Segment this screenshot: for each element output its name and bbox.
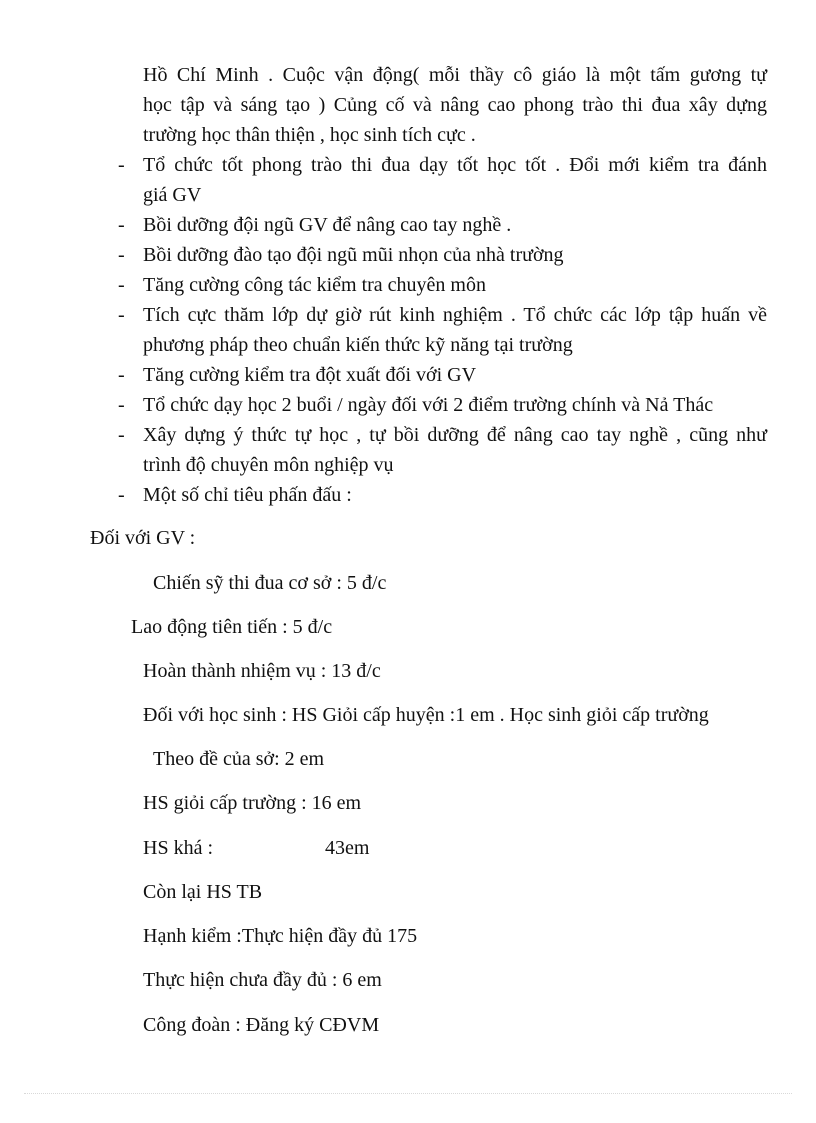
bullet-dash: - bbox=[118, 364, 125, 386]
bullet-dash: - bbox=[118, 244, 125, 266]
bullet-dash: - bbox=[118, 304, 125, 326]
bullet-text: Bồi dưỡng đội ngũ GV để nâng cao tay nghề . bbox=[143, 214, 512, 236]
bullet-text: Một số chỉ tiêu phấn đấu : bbox=[143, 484, 352, 506]
target-students: Đối với học sinh : HS Giỏi cấp huyện :1 em . Học sinh giỏi cấp trường bbox=[143, 704, 709, 726]
target-students-school: HS giỏi cấp trường : 16 em bbox=[143, 792, 362, 814]
target-rest: Còn lại HS TB bbox=[143, 881, 263, 903]
target-good-value: 43em bbox=[325, 837, 370, 859]
targets-heading: Đối với GV : bbox=[90, 527, 196, 549]
intro-line-3: trường học thân thiện , học sinh tích cực . bbox=[143, 124, 476, 146]
target-union: Công đoàn : Đăng ký CĐVM bbox=[143, 1014, 380, 1036]
page-bottom-rule bbox=[24, 1093, 792, 1094]
bullet-text: Bồi dưỡng đào tạo đội ngũ mũi nhọn của nhà trường bbox=[143, 244, 564, 266]
bullet-text: Tổ chức dạy học 2 buổi / ngày đối với 2 điểm trường chính và Nả Thác bbox=[143, 394, 714, 416]
intro-line-2: học tập và sáng tạo ) Củng cố và nâng cao phong trào thi đua xây dựng bbox=[143, 94, 767, 116]
bullet-dash: - bbox=[118, 154, 125, 176]
bullet-dash: - bbox=[118, 214, 125, 236]
bullet-dash: - bbox=[118, 484, 125, 506]
target-conduct-full: Hạnh kiểm :Thực hiện đầy đủ 175 bbox=[143, 925, 418, 947]
target-gv-emulation: Chiến sỹ thi đua cơ sở : 5 đ/c bbox=[153, 572, 387, 594]
target-conduct-incomplete: Thực hiện chưa đầy đủ : 6 em bbox=[143, 969, 382, 991]
target-students-dept: Theo đề của sở: 2 em bbox=[153, 748, 325, 770]
bullet-dash: - bbox=[118, 274, 125, 296]
intro-line-1: Hồ Chí Minh . Cuộc vận động( mỗi thầy cô giáo là một tấm gương tự bbox=[143, 64, 767, 86]
bullet-text-cont: phương pháp theo chuẩn kiến thức kỹ năng tại trường bbox=[143, 334, 573, 356]
bullet-text: Xây dựng ý thức tự học , tự bồi dưỡng để nâng cao tay nghề , cũng như bbox=[143, 424, 767, 446]
target-gv-completed: Hoàn thành nhiệm vụ : 13 đ/c bbox=[143, 660, 381, 682]
bullet-text-cont: trình độ chuyên môn nghiệp vụ bbox=[143, 454, 394, 476]
bullet-text: Tăng cường công tác kiểm tra chuyên môn bbox=[143, 274, 486, 296]
bullet-text: Tổ chức tốt phong trào thi đua dạy tốt học tốt . Đổi mới kiểm tra đánh bbox=[143, 154, 767, 176]
bullet-text: Tăng cường kiểm tra đột xuất đối với GV bbox=[143, 364, 477, 386]
target-good-label: HS khá : bbox=[143, 837, 213, 859]
bullet-dash: - bbox=[118, 394, 125, 416]
bullet-dash: - bbox=[118, 424, 125, 446]
bullet-text-cont: giá GV bbox=[143, 184, 202, 206]
bullet-text: Tích cực thăm lớp dự giờ rút kinh nghiệm . Tổ chức các lớp tập huấn về bbox=[143, 304, 767, 326]
target-gv-advanced: Lao động tiên tiến : 5 đ/c bbox=[131, 616, 333, 638]
